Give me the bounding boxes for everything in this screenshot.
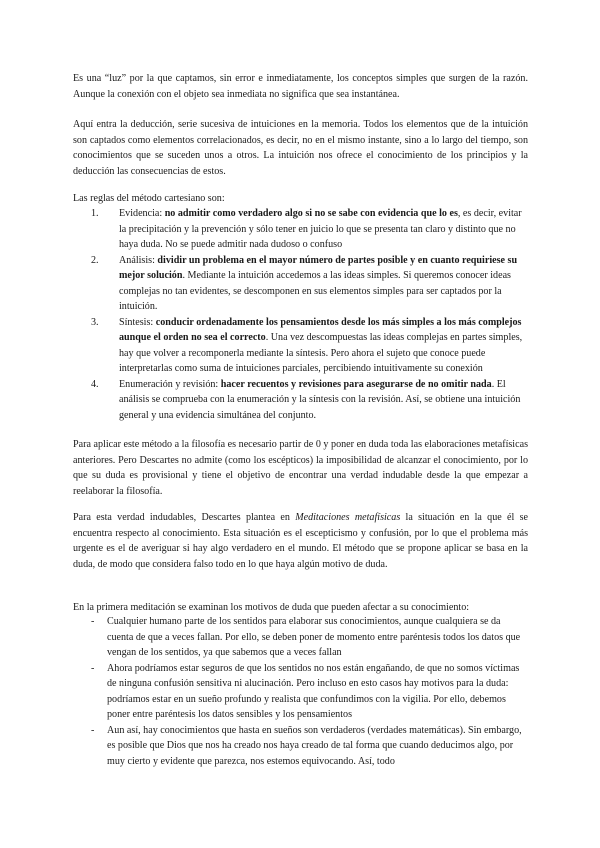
rules-intro: Las reglas del método cartesiano son: bbox=[73, 193, 225, 204]
paragraph-meditations bbox=[73, 510, 528, 572]
rule-number: 4. bbox=[91, 378, 99, 390]
rule-label: Síntesis: bbox=[119, 316, 156, 328]
doubts-list bbox=[73, 614, 528, 769]
meditations-text-before: Para esta verdad indudables, Descartes plantea en bbox=[73, 512, 296, 523]
rule-number: 3. bbox=[91, 316, 99, 328]
rule-text: , es decir, evitar la precipitación y la prevención y sólo tener en juicio lo que se presenta tan claro y distinto que no haya duda. No se puede admitir nada dudoso o confuso bbox=[119, 208, 522, 250]
rule-item bbox=[73, 377, 528, 424]
rule-label: Análisis: bbox=[119, 254, 158, 266]
rule-item bbox=[73, 315, 528, 377]
rule-text: . Una vez descompuestas las ideas complejas en partes simples, hay que volver a recomponerla mediante la síntesis. Pero ahora el sujeto que conoce puede interpretarlas como suma de intuiciones parciales, percibiendo intuitivamente su conexión bbox=[119, 332, 523, 374]
rule-text: . Mediante la intuición accedemos a las ideas simples. Si queremos conocer ideas complejas no tan evidentes, se descomponen en sus elementos simples para ser captados por la intuición. bbox=[119, 270, 511, 312]
rule-number: 1. bbox=[91, 208, 99, 219]
rule-label: Enumeración y revisión: bbox=[119, 378, 221, 390]
rule-text: . El análisis se comprueba con la enumeración y la síntesis con la revisión. Así, se obtiene una intuición general y una evidencia simultánea del conjunto. bbox=[119, 378, 521, 421]
rule-bold-text: no admitir como verdadero algo si no se sabe con evidencia que lo es bbox=[164, 208, 458, 219]
rule-bold-text: dividir un problema en el mayor número de partes posible y en cuanto requiriese su mejor solución bbox=[119, 254, 518, 281]
rule-item bbox=[73, 253, 528, 315]
doubt-text: Aun así, hay conocimientos que hasta en sueños son verdaderos (verdades matemáticas). Sin embargo, es posible que Dios que nos ha creado nos haya creado de tal forma que cuando deducimos algo, por muy cierto y evidente que parezca, nos estemos equivocando. Así, todo bbox=[107, 724, 522, 767]
rule-item bbox=[73, 206, 528, 253]
dash-bullet: - bbox=[91, 616, 95, 627]
doubt-text: Ahora podríamos estar seguros de que los sentidos no nos están engañando, de que no somos víctimas de ninguna confusión sensitiva ni alucinación. Pero incluso en esto casos hay motivos para la duda: podríamos estar en un sueño profundo y realista que confundimos con la vigilia. Por ello, debemos poner entre paréntesis los datos sensibles y los pensamientos bbox=[107, 662, 520, 720]
paragraph-intuition: Es una “luz” por la que captamos, sin error e inmediatamente, los conceptos simples que surgen de la razón. Aunque la conexión con el objeto sea inmediata no significa que sea instantánea. bbox=[73, 73, 528, 100]
doubt-item bbox=[73, 661, 528, 723]
rule-number: 2. bbox=[91, 254, 99, 266]
meditations-text-after: la situación en la que él se encuentra respecto al conocimiento. Esta situación es el escepticismo y confusión, por lo que el problema más urgente es el de averiguar si hay algo verdadero en el mundo. El método que se propone aplicar se basa en la duda, de modo que considera falso todo en lo que haya algún motivo de duda. bbox=[73, 512, 528, 570]
doubt-text: Cualquier humano parte de los sentidos para elaborar sus conocimientos, aunque cualquiera se da cuenta de que a veces fallan. Por ello, se deben poner de momento entre paréntesis todos los datos que vengan de los sentidos, ya que sabemos que a veces fallan bbox=[107, 616, 521, 658]
paragraph-method-philosophy: Para aplicar este método a la filosofía es necesario partir de 0 y poner en duda toda las elaboraciones metafísicas anteriores. Pero Descartes no admite (como los escépticos) la imposibilidad de alcanzar el conocimiento, por lo que su duda es provisional y tiene el objetivo de encontrar una verdad indudable desde la que empezar a reelaborar la filosofía. bbox=[73, 439, 528, 497]
rule-bold-text: hacer recuentos y revisiones para asegurarse de no omitir nada bbox=[220, 378, 492, 390]
meditations-title: Meditaciones metafísicas bbox=[295, 512, 401, 523]
rule-bold-text: conducir ordenadamente los pensamientos desde los más simples a los más complejos aunque el orden no sea el correcto bbox=[119, 316, 522, 343]
rules-list bbox=[73, 206, 528, 423]
doubt-item bbox=[73, 723, 528, 770]
paragraph-first-meditation: En la primera meditación se examinan los motivos de duda que pueden afectar a su conocimiento: bbox=[73, 602, 470, 613]
rule-label: Evidencia: bbox=[119, 208, 165, 219]
dash-bullet: - bbox=[91, 724, 95, 736]
doubt-item bbox=[73, 614, 528, 661]
paragraph-deduction: Aquí entra la deducción, serie sucesiva de intuiciones en la memoria. Todos los elementos que de la intuición son captados como elementos correlacionados, es decir, no en el mismo instante, sino a lo largo del tiempo, son conocimientos que se suceden unos a otros. La intuición nos ofrece el conocimiento de los principios y la deducción las consecuencias de estos. bbox=[73, 119, 528, 177]
dash-bullet: - bbox=[91, 662, 95, 674]
